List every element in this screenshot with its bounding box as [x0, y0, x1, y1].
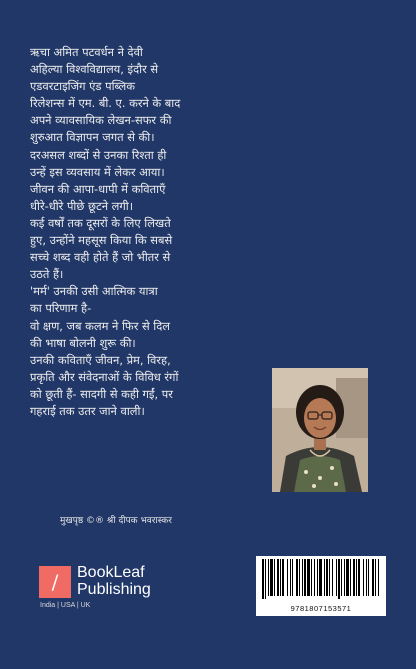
blurb-line: उनकी कविताएँ जीवन, प्रेम, विरह, — [30, 352, 171, 367]
isbn-barcode — [256, 556, 386, 616]
blurb-line: सच्चे शब्द वही होते हैं जो भीतर से — [30, 250, 171, 265]
blurb-line: गहराई तक उतर जाने वाली। — [30, 403, 145, 418]
blurb-line: की भाषा बोलनी शुरू की। — [30, 335, 136, 350]
publisher-name-line2: Publishing — [77, 581, 151, 598]
blurb-line: एडवरटाइजिंग एंड पब्लिक — [30, 79, 135, 94]
blurb-line: जीवन की आपा-धापी में कविताएँ — [30, 181, 166, 196]
publisher-name-line1: BookLeaf — [77, 564, 145, 581]
barcode-bars — [260, 559, 382, 599]
author-photo — [272, 368, 368, 492]
blurb-line: उन्हें इस व्यवसाय में लेकर आया। — [30, 164, 165, 179]
blurb-line: रिलेशन्स में एम. बी. ए. करने के बाद — [30, 96, 181, 111]
cover-credit: मुखपृष्ठ ©® श्री दीपक भवरास्कर — [60, 516, 172, 526]
publisher-tagline: India | USA | UK — [40, 602, 91, 609]
blurb-line: का परिणाम है- — [30, 301, 92, 316]
blurb-line: कई वर्षों तक दूसरों के लिए लिखते — [30, 215, 171, 230]
blurb-line: दरअसल शब्दों से उनका रिश्ता ही — [30, 147, 167, 162]
blurb-line: प्रकृति और संवेदनाओं के विविध रंगों — [30, 369, 179, 384]
blurb-line: हुए, उन्होंने महसूस किया कि सबसे — [30, 233, 173, 248]
publisher-name — [77, 565, 151, 598]
blurb-line: उठते हैं। — [30, 267, 64, 282]
publisher-logo — [39, 565, 151, 598]
blurb-line: धीरे-धीरे पीछे छूटने लगी। — [30, 198, 134, 213]
blurb-line: को छूती हैं- सादगी से कही गईं, पर — [30, 386, 173, 401]
isbn-number: 9781807153571 — [290, 604, 352, 613]
blurb-line: 'मर्म' उनकी उसी आत्मिक यात्रा — [30, 284, 158, 299]
blurb-line: अहिल्या विश्वविद्यालय, इंदौर से — [30, 62, 159, 77]
author-blurb — [30, 44, 350, 420]
blurb-line: अपने व्यावसायिक लेखन-सफर की — [30, 113, 172, 128]
blurb-line: ऋचा अमित पटवर्धन ने देवी — [30, 45, 143, 59]
publisher-mark-icon: / — [39, 566, 71, 598]
blurb-line: वो क्षण, जब कलम ने फिर से दिल — [30, 318, 171, 333]
blurb-line: शुरुआत विज्ञापन जगत से की। — [30, 130, 155, 145]
